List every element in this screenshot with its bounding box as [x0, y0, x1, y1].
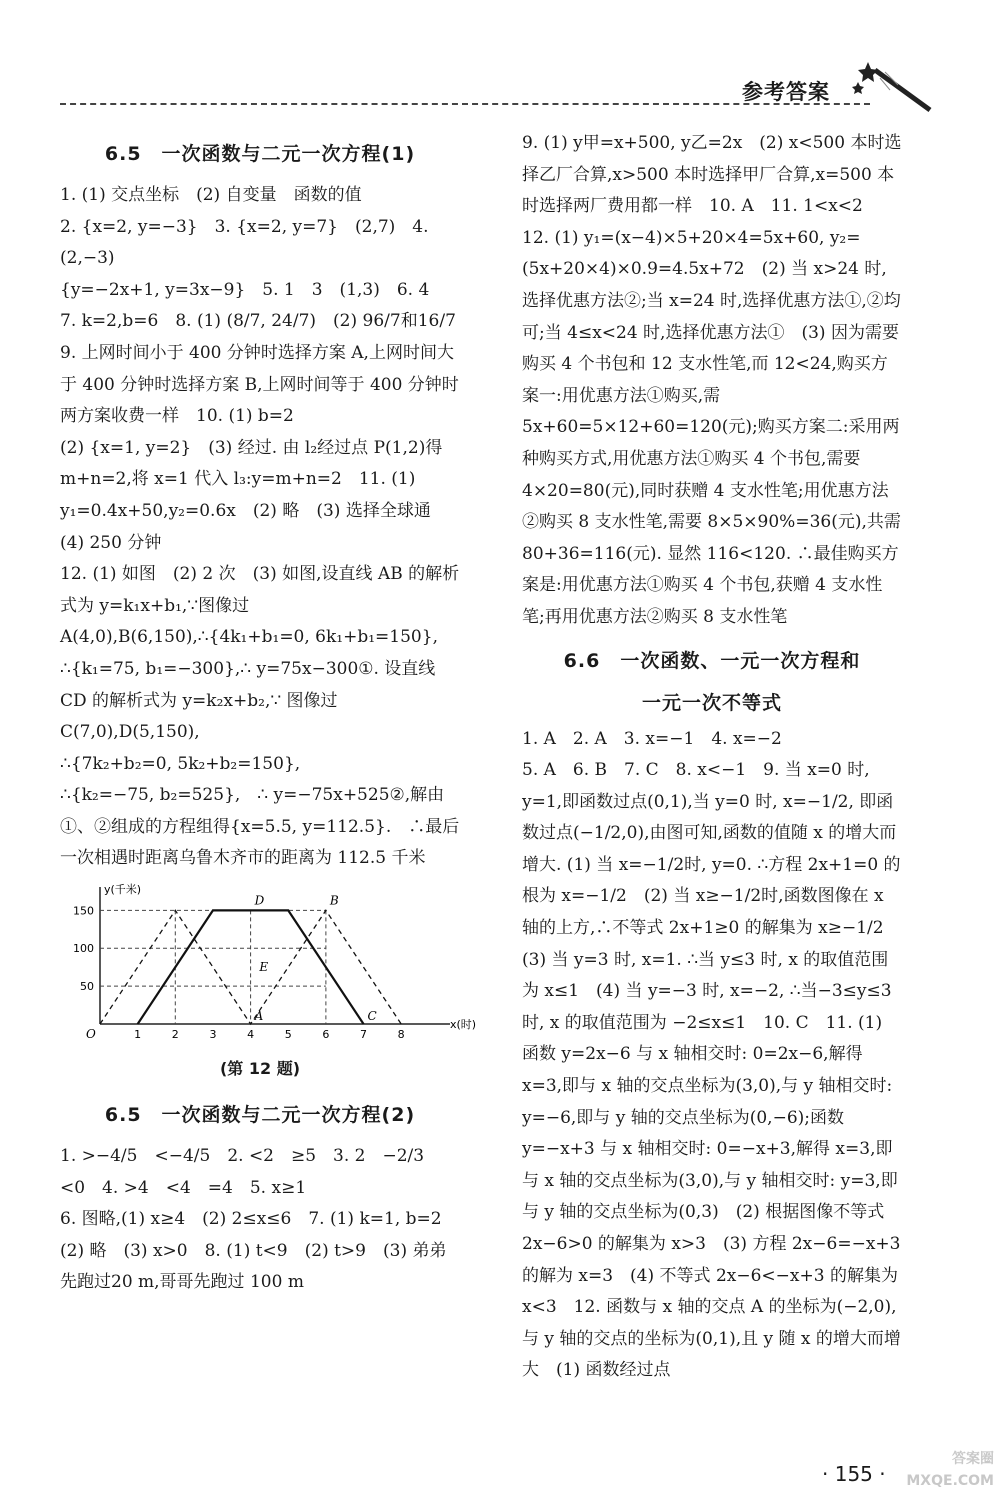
answer-line: 5. A 6. B 7. C 8. x<−1 9. 当 x=0 时, y=1,即函数过点(0,1),当 y=0 时, x=−1/2, 即函数过点(−1/2,0),由图可知,函数的值随 x 的增大而增大. (1) 当 x=−1/2时, y=0. ∴方程 2x+1=0 的根为 x=−1/2 (2) 当 x≥−1/2时,函数图像在 x 轴的上方,∴不等式 2x+1≥0 的解集为 x≥−1/2 (3) 当 y=3 时, x=1. ∴当 y≤3 时, x 的取值范围为 x≤1 (4) 当 y=−3 时, x=−2, ∴当−3≤y≤3 时, x 的取值范围为 −2≤x≤1 10. C 11. (1) 函数 y=2x−6 与 x 轴相交时: 0=2x−6,解得 x=3,即与 x 轴的交点坐标为(3,0),与 y 轴相交时: y=−6,即与 y 轴的交点坐标为(0,−6);函数 y=−x+3 与 x 轴相交时: 0=−x+3,解得 x=3,即与 x 轴的交点坐标为(3,0),与 y 轴相交时: y=3,即与 y 轴的交点坐标为(0,3) (2) 根据图像不等式 2x−6>0 的解集为 x>3 (3) 方程 2x−6=−x+3 的解为 x=3 (4) 不等式 2x−6<−x+3 的解集为 x<3 12. 函数与 x 轴的交点 A 的坐标为(−2,0),与 y 轴的交点的坐标为(0,1),且 y 随 x 的增大而增大 (1) 函数经过点: [522, 760, 901, 1381]
y-axis-label: y(千米): [104, 883, 142, 897]
answer-line: 9. (1) y甲=x+500, y乙=2x (2) x<500 本时选择乙厂合算,x>500 本时选择甲厂合算,x=500 本时选择两厂费用都一样 10. A 11. 1<x<2 12. (1) y₁=(x−4)×5+20×4=5x+60, y₂=(5x+20×4)×0.9=4.5x+72 (2) 当 x>24 时,选择优惠方法②;当 x=24 时,选择优惠方法①,②均可;当 4≤x<24 时,选择优惠方法① (3) 因为需要购买 4 个书包和 12 支水性笔,而 12<24,购买方案一:用优惠方法①购买,需 5x+60=5×12+60=120(元);购买方案二:采用两种购买方式,用优惠方法①购买 4 个书包,需要 4×20=80(元),同时获赠 4 支水性笔;用优惠方法②购买 8 支水性笔,需要 8×5×90%=36(元),共需 80+36=116(元). 显然 116<120. ∴最佳购买方案是:用优惠方法①购买 4 个书包,获赠 4 支水性笔;再用优惠方法②购买 8 支水性笔: [522, 133, 902, 627]
header-title: 参考答案: [742, 80, 830, 104]
x-tick-label: 8: [397, 1028, 405, 1042]
x-tick-label: 3: [209, 1028, 217, 1042]
page-header: [60, 60, 940, 110]
watermark-line: 答案圈: [952, 1451, 994, 1467]
answer-line: {y=−2x+1, y=3x−9} 5. 1 3 (1,3) 6. 4: [60, 279, 430, 300]
figure-12-chart: [60, 879, 477, 1049]
x-tick-label: 4: [247, 1028, 255, 1042]
x-tick-label: 1: [134, 1028, 142, 1042]
x-axis-label: x(时): [450, 1018, 477, 1032]
left-column: [60, 128, 477, 1299]
answer-line: 7. k=2,b=6 8. (1) (8/7, 24/7) (2) 96/7和16/7: [60, 311, 456, 332]
point-label-C: C: [367, 1009, 377, 1024]
answer-line: 9. 上网时间小于 400 分钟时选择方案 A,上网时间大于 400 分钟时选择方案 B,上网时间等于 400 分钟时两方案收费一样 10. (1) b=2: [60, 342, 459, 427]
y-tick-label: 150: [73, 904, 94, 918]
watermark: [862, 1448, 994, 1500]
section-title: 6.6 一次函数、一元一次方程和: [563, 649, 861, 672]
y-tick-label: 100: [73, 942, 94, 956]
answer-line: (2) {x=1, y=2} (3) 经过. 由 l₂经过点 P(1,2)得 m+n=2,将 x=1 代入 l₃:y=m+n=2 11. (1) y₁=0.4x+50,y₂=0.6x (2) 略 (3) 选择全球通 (4) 250 分钟: [60, 437, 448, 553]
y-tick-label: 50: [80, 980, 94, 994]
answer-line: 12. (1) 如图 (2) 2 次 (3) 如图,设直线 AB 的解析式为 y=k₁x+b₁,∵图像过 A(4,0),B(6,150),∴{4k₁+b₁=0, 6k₁+b₁=150}, ∴{k₁=75, b₁=−300},∴ y=75x−300①. 设直线 CD 的解析式为 y=k₂x+b₂,∵ 图像过 C(7,0),D(5,150),: [60, 564, 460, 743]
watermark-line: MXQE.COM: [906, 1473, 994, 1489]
section-title: 一元一次不等式: [641, 691, 782, 714]
answer-line: 1. >−4/5 <−4/5 2. <2 ≥5 3. 2 −2/3 <0 4. >4 <4 =4 5. x≥1: [60, 1146, 442, 1198]
x-tick-label: 5: [284, 1028, 292, 1042]
answer-line: 2. {x=2, y=−3} 3. {x=2, y=7} (2,7) 4. (2,−3): [60, 216, 429, 269]
answer-line: ∴{7k₂+b₂=0, 5k₂+b₂=150},: [60, 753, 301, 774]
right-column: [522, 128, 902, 1387]
chart-svg: [60, 879, 477, 1049]
answer-line: 1. A 2. A 3. x=−1 4. x=−2: [522, 728, 782, 749]
header-dashed-rule: [60, 103, 870, 105]
magic-wand-icon: [850, 60, 940, 115]
point-label-B: B: [329, 893, 339, 908]
section-title: 6.5 一次函数与二元一次方程(1): [104, 143, 416, 165]
answer-line: 6. 图略,(1) x≥4 (2) 2≤x≤6 7. (1) k=1, b=2 (2) 略 (3) x>0 8. (1) t<9 (2) t>9 (3) 弟弟先跑过20 m,哥哥先跑过 100 m: [60, 1209, 459, 1293]
answer-line: ∴{k₂=−75, b₂=525}, ∴ y=−75x+525②,解由①、②组成的方程组得{x=5.5, y=112.5}. ∴最后一次相遇时距离乌鲁木齐市的距离为 112.5 千米: [60, 785, 460, 869]
section-title: 6.5 一次函数与二元一次方程(2): [104, 1104, 416, 1127]
figure-caption: (第 12 题): [219, 1059, 301, 1079]
x-tick-label: 7: [360, 1028, 368, 1042]
point-label-A: A: [254, 1009, 264, 1024]
x-tick-label: 2: [171, 1028, 179, 1042]
point-label-O: O: [86, 1027, 96, 1042]
answer-line: 1. (1) 交点坐标 (2) 自变量 函数的值: [60, 185, 362, 205]
point-label-D: D: [254, 893, 265, 908]
x-tick-label: 6: [322, 1028, 330, 1042]
page-number: · 155 ·: [822, 1462, 886, 1486]
point-label-E: E: [259, 960, 269, 975]
